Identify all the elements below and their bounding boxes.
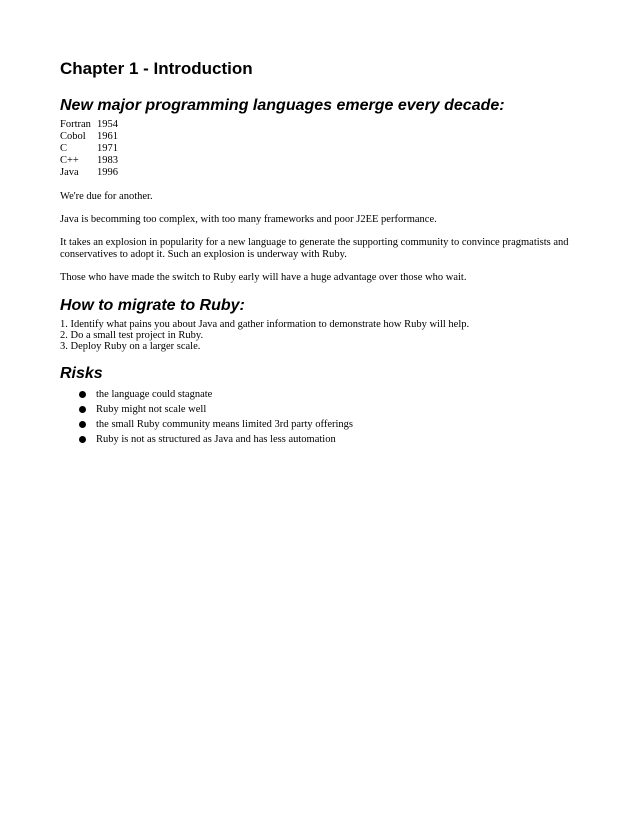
bullet-icon bbox=[79, 421, 86, 428]
migrate-steps bbox=[60, 319, 580, 352]
language-year: 1996 bbox=[97, 167, 118, 178]
table-row bbox=[60, 155, 118, 167]
language-name: Cobol bbox=[60, 131, 86, 142]
language-year: 1983 bbox=[97, 155, 118, 166]
paragraph-java-complex: Java is becomming too complex, with too many frameworks and poor J2EE performance. bbox=[60, 214, 437, 225]
languages-table bbox=[60, 119, 118, 179]
language-name: Java bbox=[60, 167, 79, 178]
bullet-icon bbox=[79, 391, 86, 398]
table-row bbox=[60, 143, 118, 155]
risk-text: Ruby might not scale well bbox=[96, 404, 207, 415]
list-item bbox=[60, 432, 580, 447]
list-item: 2. Do a small test project in Ruby. bbox=[60, 330, 204, 341]
list-item: 1. Identify what pains you about Java and gather information to demonstrate how Ruby will help. bbox=[60, 319, 470, 330]
list-item bbox=[60, 417, 580, 432]
language-year: 1961 bbox=[97, 131, 118, 142]
table-row bbox=[60, 119, 118, 131]
bullet-icon bbox=[79, 436, 86, 443]
language-name: C++ bbox=[60, 155, 79, 166]
risks-heading: Risks bbox=[60, 365, 103, 382]
table-row bbox=[60, 167, 118, 179]
paragraph-advantage: Those who have made the switch to Ruby early will have a huge advantage over those who wait. bbox=[60, 272, 467, 283]
document-page bbox=[60, 58, 580, 447]
risk-text: Ruby is not as structured as Java and has less automation bbox=[96, 434, 336, 445]
list-item bbox=[60, 387, 580, 402]
risk-text: the language could stagnate bbox=[96, 389, 213, 400]
bullet-icon bbox=[79, 406, 86, 413]
risk-text: the small Ruby community means limited 3rd party offerings bbox=[96, 419, 354, 430]
paragraph-explosion: It takes an explosion in popularity for a new language to generate the supporting community to convince pragmatists and conservatives to adopt it. Such an explosion is underway with Ruby. bbox=[60, 237, 569, 260]
chapter-title: Chapter 1 - Introduction bbox=[60, 59, 253, 78]
language-year: 1954 bbox=[97, 119, 118, 130]
language-year: 1971 bbox=[97, 143, 118, 154]
languages-heading: New major programming languages emerge every decade: bbox=[60, 97, 505, 114]
language-name: C bbox=[60, 143, 68, 154]
list-item: 3. Deploy Ruby on a larger scale. bbox=[60, 341, 201, 352]
list-item bbox=[60, 402, 580, 417]
table-row bbox=[60, 131, 118, 143]
risks-list bbox=[60, 387, 580, 447]
migrate-heading: How to migrate to Ruby: bbox=[60, 297, 245, 314]
paragraph-due: We're due for another. bbox=[60, 191, 153, 202]
language-name: Fortran bbox=[60, 119, 91, 130]
